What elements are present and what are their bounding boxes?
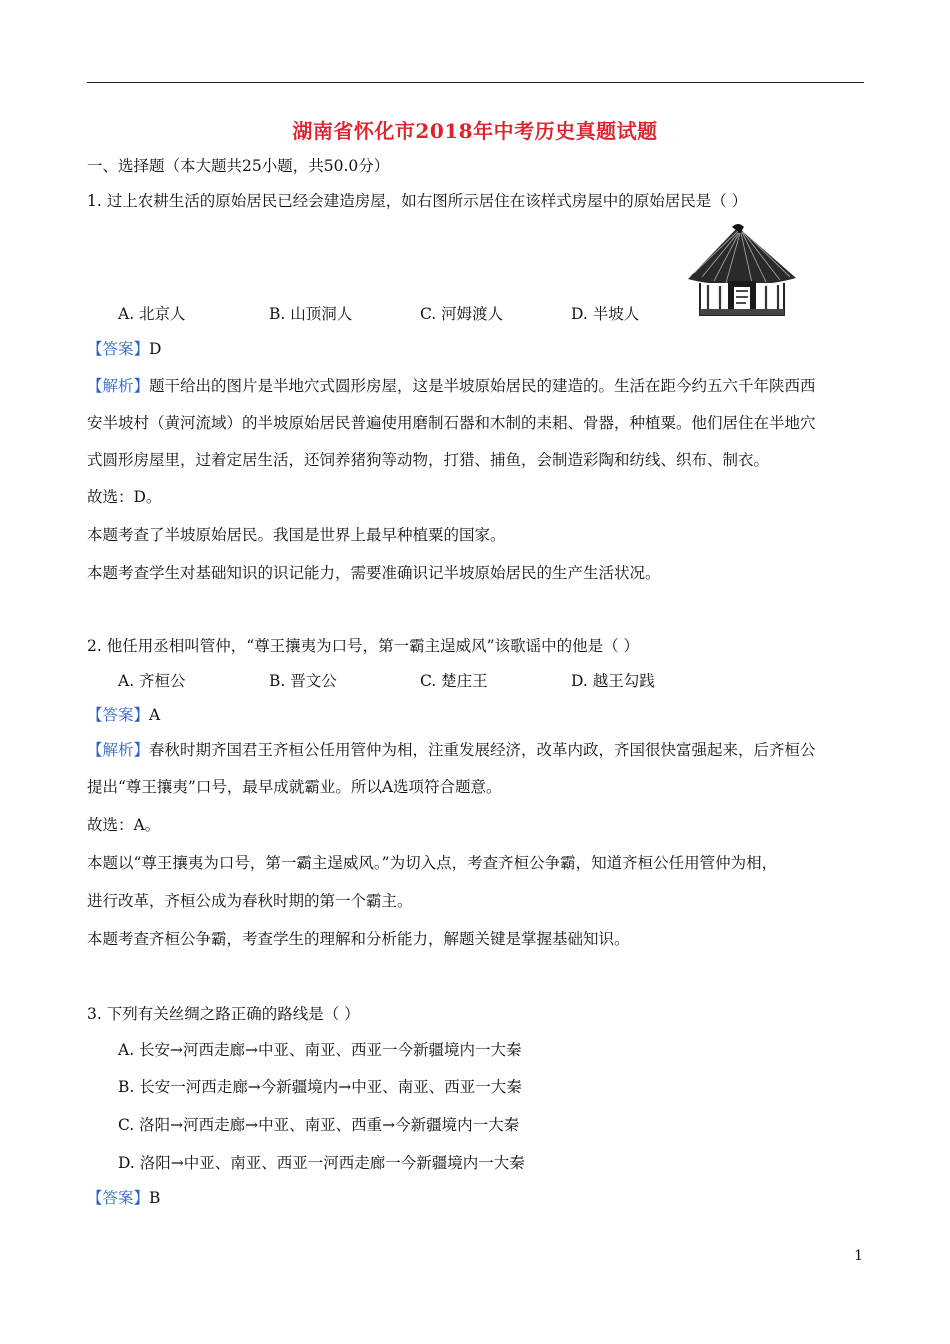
q3-option-c: C. 洛阳→河西走廊→中亚、南亚、西重→今新疆境内一大秦	[118, 1116, 520, 1134]
q1-answer: 【答案】D	[87, 340, 162, 358]
page-title: 湖南省怀化市2018年中考历史真题试题	[292, 119, 658, 143]
q1-option-c: C. 河姆渡人	[420, 305, 504, 323]
q2-note-3: 本题考查齐桓公争霸，考查学生的理解和分析能力，解题关键是掌握基础知识。	[87, 930, 630, 948]
q1-analysis-line2: 安半坡村（黄河流域）的半坡原始居民普遍使用磨制石器和木制的耒耜、骨器，种植粟。他们居住在半地穴	[87, 414, 816, 432]
q1-option-d: D. 半坡人	[571, 305, 640, 323]
q2-stem: 2. 他任用丞相叫管仲，“尊王攘夷为口号，第一霸主逞威风”该歌谣中的他是（ ）	[87, 637, 639, 655]
q1-stem: 1. 过上农耕生活的原始居民已经会建造房屋，如右图所示居住在该样式房屋中的原始居民是（ ）	[87, 192, 748, 210]
analysis-tag: 【解析】	[87, 741, 150, 759]
q1-analysis: 【解析】题干给出的图片是半地穴式圆形房屋，这是半坡原始居民的建造的。生活在距今约五六千年陕西西	[87, 377, 816, 395]
page-number: 1	[854, 1248, 863, 1264]
q1-option-a: A. 北京人	[118, 305, 186, 323]
q2-option-d: D. 越王勾践	[571, 672, 655, 690]
q2-option-b: B. 晋文公	[269, 672, 337, 690]
q2-answer: 【答案】A	[87, 706, 161, 724]
q1-option-b: B. 山顶洞人	[269, 305, 353, 323]
q1-note-2: 本题考查学生对基础知识的识记能力，需要准确识记半坡原始居民的生产生活状况。	[87, 564, 661, 582]
q2-analysis: 【解析】春秋时期齐国君王齐桓公任用管仲为相，注重发展经济，改革内政，齐国很快富强起来，后齐桓公	[87, 741, 816, 759]
q2-option-c: C. 楚庄王	[420, 672, 488, 690]
q2-choice: 故选：A。	[87, 816, 161, 834]
q2-note-1: 本题以“尊王攘夷为口号，第一霸主逞威风。”为切入点，考查齐桓公争霸，知道齐桓公任用管仲为相，	[87, 854, 778, 872]
answer-tag: 【答案】	[87, 706, 150, 724]
section-heading: 一、选择题（本大题共25小题，共50.0分）	[87, 157, 390, 175]
q3-answer: 【答案】B	[87, 1189, 161, 1207]
q3-option-a: A. 长安→河西走廊→中亚、南亚、西亚一今新疆境内一大秦	[118, 1041, 522, 1059]
answer-tag: 【答案】	[87, 340, 150, 358]
q1-options	[118, 302, 722, 324]
analysis-tag: 【解析】	[87, 377, 150, 395]
q3-option-d: D. 洛阳→中亚、南亚、西亚一河西走廊一今新疆境内一大秦	[118, 1154, 525, 1172]
q3-option-b: B. 长安一河西走廊→今新疆境内→中亚、南亚、西亚一大秦	[118, 1078, 522, 1096]
q2-analysis-line2: 提出“尊王攘夷”口号，最早成就霸业。所以A选项符合题意。	[87, 778, 502, 796]
q1-analysis-line3: 式圆形房屋里，过着定居生活，还饲养猪狗等动物，打猎、捕鱼，会制造彩陶和纺线、织布、制衣。	[87, 451, 770, 469]
q1-note-1: 本题考查了半坡原始居民。我国是世界上最早种植粟的国家。	[87, 526, 506, 544]
answer-tag: 【答案】	[87, 1189, 150, 1207]
q1-choice: 故选：D。	[87, 488, 162, 506]
q2-options	[118, 669, 722, 691]
q2-option-a: A. 齐桓公	[118, 672, 186, 690]
q2-note-2: 进行改革，齐桓公成为春秋时期的第一个霸主。	[87, 892, 413, 910]
header-rule	[87, 82, 864, 83]
q3-stem: 3. 下列有关丝绸之路正确的路线是（ ）	[87, 1005, 360, 1023]
